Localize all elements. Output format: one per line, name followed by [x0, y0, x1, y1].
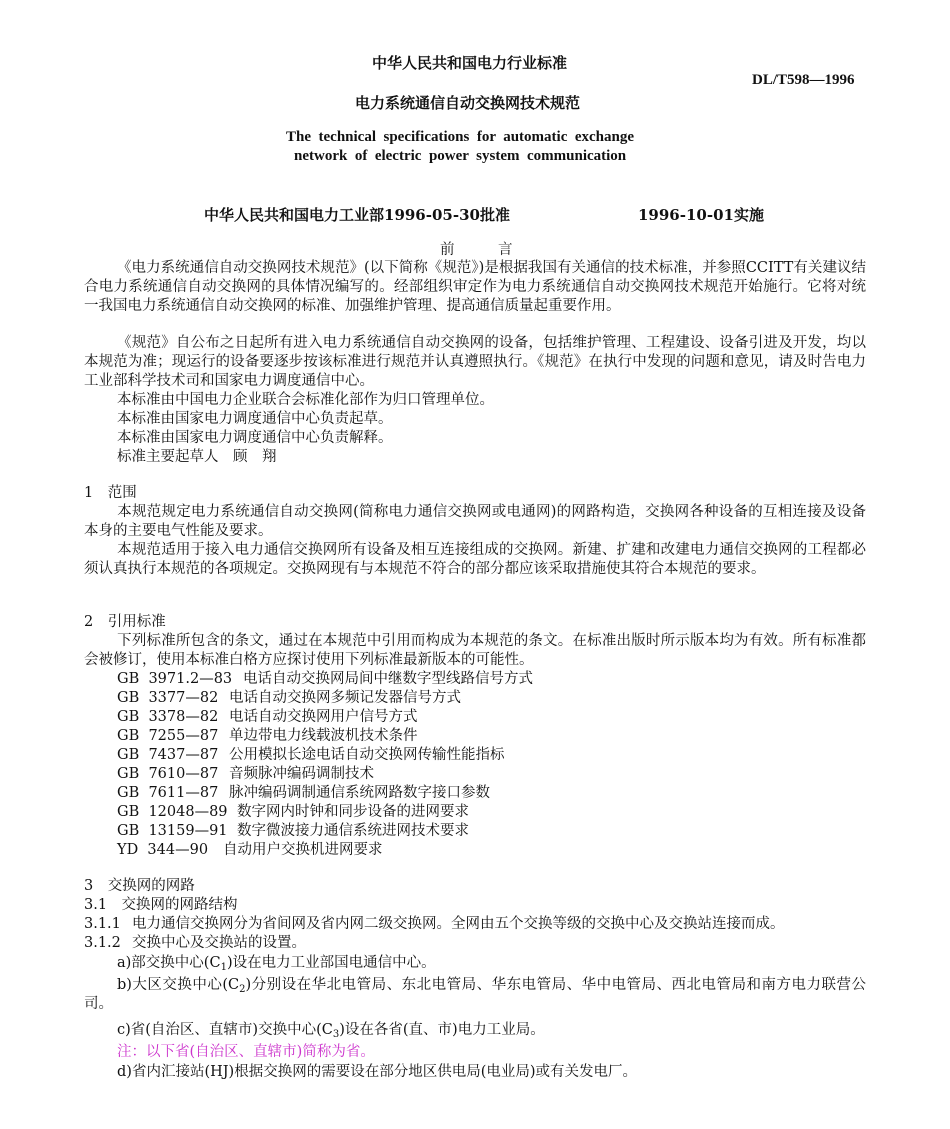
reference-item [117, 803, 469, 822]
reference-item [117, 841, 383, 860]
standard-code: DL/T598—1996 [752, 72, 855, 88]
foreword-drafter: 标准主要起草人 顾 翔 [117, 449, 277, 465]
reference-title: 脉冲编码调制通信系统网路数字接口参数 [229, 785, 490, 801]
section-2-paragraph-1-text: 下列标准所包含的条文，通过在本规范中引用而构成为本规范的条文。在标准出版时所示版本均为有效。所有标准都会被修订，使用本标准白格方应探讨使用下列标准最新版本的可能性。 [84, 633, 866, 669]
reference-item [117, 689, 461, 708]
foreword-paragraph-2 [84, 334, 866, 392]
reference-title: 电话自动交换网局间中继数字型线路信号方式 [243, 671, 533, 687]
document-title-en-line2: network of electric power system communication [294, 148, 627, 164]
section-1-paragraph-2-text: 本规范适用于接入电力通信交换网所有设备及相互连接组成的交换网。新建、扩建和改建电力通信交换网的工程都必须认真执行本规范的各项规定。交换网现有与本规范不符合的部分都应该采取措施使其符合本规范的要求。 [84, 542, 866, 578]
effective-date: 1996-10-01实施 [638, 206, 764, 224]
item-b [84, 976, 866, 1014]
foreword-line-3: 本标准由国家电力调度通信中心负责解释。 [117, 430, 393, 446]
clause-number: 3.1.2 [84, 935, 121, 951]
clause-text: 电力通信交换网分为省间网及省内网二级交换网。全网由五个交换等级的交换中心及交换站连接而成。 [132, 916, 785, 932]
section-3-1-heading: 3.1 交换网的网路结构 [84, 897, 238, 913]
reference-code: YD 344—90 [117, 842, 209, 858]
item-d: d)省内汇接站(HJ)根据交换网的需要设在部分地区供电局(电业局)或有关发电厂。 [117, 1064, 638, 1080]
reference-code: GB 12048—89 [117, 804, 228, 820]
item-b-text-end: )分别设在华北电管局、东北电管局、华东电管局、华中电管局、西北电管局和南方电力联营公司。 [84, 977, 866, 1013]
foreword-heading: 前 言 [440, 242, 513, 258]
document-title-en-line1: The technical specifications for automatic exchange [286, 129, 635, 145]
reference-code: GB 3377—82 [117, 690, 219, 706]
section-1-paragraph-2 [84, 541, 866, 579]
reference-item [117, 765, 374, 784]
reference-item [117, 670, 533, 689]
reference-item [117, 727, 418, 746]
reference-title: 数字微波接力通信系统进网技术要求 [237, 823, 469, 839]
section-2-paragraph-1 [84, 632, 866, 670]
foreword-paragraph-2-text: 《规范》自公布之日起所有进入电力系统通信自动交换网的设备，包括维护管理、工程建设、设备引进及开发，均以本规范为准；现运行的设备要逐步按该标准进行规范并认真遵照执行。《规范》在执行中发现的问题和意见，请及时告电力工业部科学技术司和国家电力调度通信中心。 [84, 335, 866, 390]
foreword-paragraph-1 [84, 259, 866, 317]
item-a-text-end: )设在电力工业部国电通信中心。 [226, 955, 436, 971]
reference-item [117, 822, 469, 841]
item-b-subscript: 2 [239, 984, 246, 995]
clause-text: 交换中心及交换站的设置。 [132, 935, 306, 951]
org-title: 中华人民共和国电力行业标准 [372, 54, 568, 72]
reference-code: GB 13159—91 [117, 823, 228, 839]
reference-code: GB 3971.2—83 [117, 671, 233, 687]
item-c-text-end: )设在各省(直、市)电力工业局。 [339, 1022, 545, 1038]
item-a-text: a)部交换中心(C [117, 955, 221, 971]
reference-title: 单边带电力线载波机技术条件 [229, 728, 418, 744]
reference-item [117, 784, 490, 803]
item-a [117, 954, 436, 973]
reference-title: 电话自动交换网用户信号方式 [229, 709, 418, 725]
reference-title: 公用模拟长途电话自动交换网传输性能指标 [229, 747, 505, 763]
section-3-heading: 3 交换网的网路 [84, 878, 195, 894]
reference-title: 自动用户交换机进网要求 [223, 842, 383, 858]
section-1-paragraph-1 [84, 503, 866, 541]
section-1-heading: 1 范围 [84, 485, 137, 501]
foreword-line-1: 本标准由中国电力企业联合会标准化部作为归口管理单位。 [117, 392, 494, 408]
section-1-paragraph-1-text: 本规范规定电力系统通信自动交换网(简称电力通信交换网或电通网)的网路构造，交换网各种设备的互相连接及设备本身的主要电气性能及要求。 [84, 504, 866, 540]
section-2-heading: 2 引用标准 [84, 614, 166, 630]
section-3-1-1 [84, 915, 785, 934]
reference-item [117, 746, 505, 765]
item-b-text: b)大区交换中心(C [117, 977, 240, 993]
item-a-subscript: 1 [220, 962, 227, 973]
foreword-line-2: 本标准由国家电力调度通信中心负责起草。 [117, 411, 393, 427]
item-c-text: c)省(自治区、直辖市)交换中心(C [117, 1022, 333, 1038]
item-c [117, 1021, 545, 1040]
reference-code: GB 7437—87 [117, 747, 219, 763]
reference-title: 数字网内时钟和同步设备的进网要求 [237, 804, 469, 820]
item-c-subscript: 3 [332, 1029, 340, 1040]
reference-code: GB 7610—87 [117, 766, 219, 782]
reference-title: 音频脉冲编码调制技术 [229, 766, 374, 782]
clause-number: 3.1.1 [84, 916, 121, 932]
reference-code: GB 7255—87 [117, 728, 219, 744]
section-3-1-2 [84, 934, 306, 953]
foreword-paragraph-1-text: 《电力系统通信自动交换网技术规范》(以下简称《规范》)是根据我国有关通信的技术标准，并参照CCITT有关建议结合电力系统通信自动交换网的具体情况编写的。经部组织审定作为电力系统通信自动交换网技术规范开始施行。它将对统一我国电力系统通信自动交换网的标准、加强维护管理、提高通信质量起重要作用。 [84, 260, 866, 315]
reference-code: GB 7611—87 [117, 785, 219, 801]
reference-code: GB 3378—82 [117, 709, 219, 725]
reference-item [117, 708, 418, 727]
reference-title: 电话自动交换网多频记发器信号方式 [229, 690, 461, 706]
document-title-cn: 电力系统通信自动交换网技术规范 [355, 94, 581, 112]
note-line: 注：以下省(自治区、直辖市)简称为省。 [117, 1044, 375, 1060]
approval-date: 中华人民共和国电力工业部1996-05-30批准 [204, 206, 510, 224]
